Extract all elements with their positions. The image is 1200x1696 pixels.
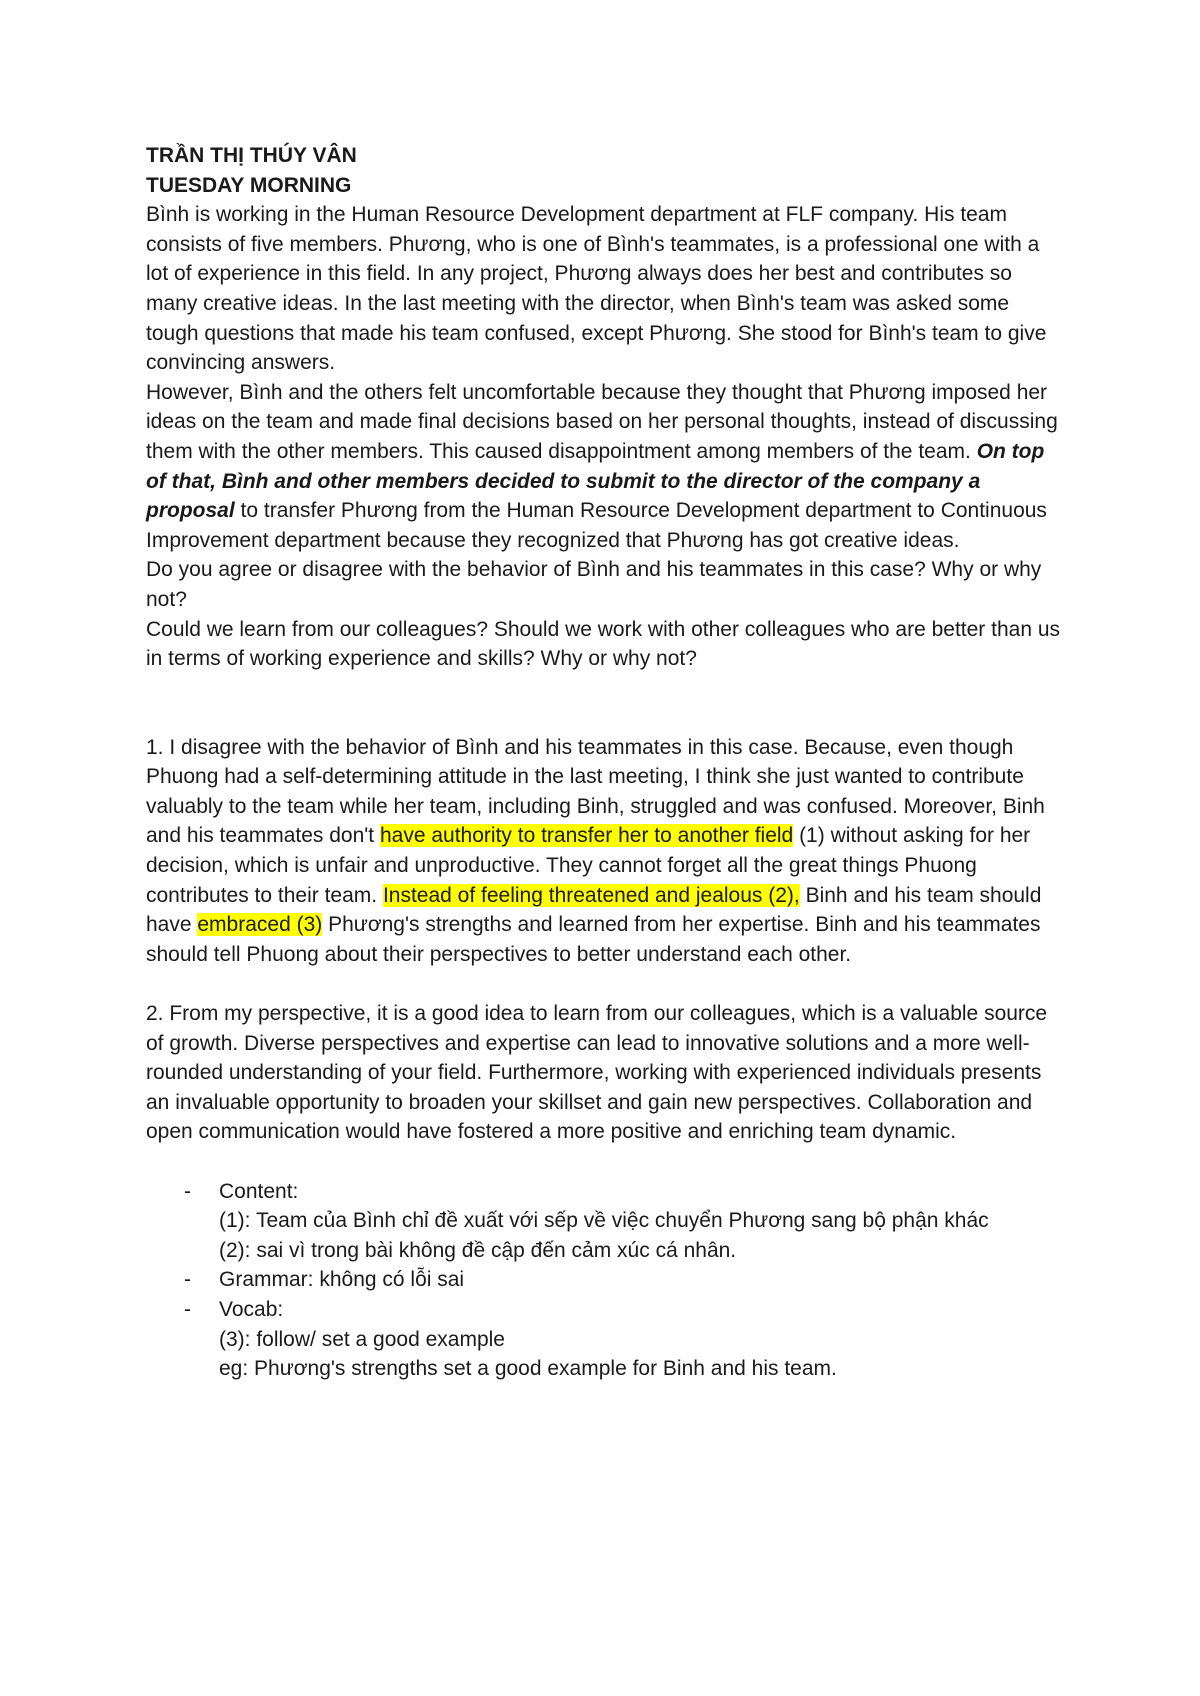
- feedback-vocab-note-1: (3): follow/ set a good example: [219, 1327, 505, 1351]
- feedback-vocab: [146, 1295, 1066, 1384]
- feedback-content-label: Content:: [219, 1179, 299, 1203]
- prompt-bold-italic-phrase: On top of that, Bình and other members decided to submit to the director of the company a proposal: [146, 439, 1045, 523]
- prompt-paragraph-2-text-a: However, Bình and the others felt uncomfortable because they thought that Phương imposed her ideas on the team and made final decisions based on her personal thoughts, instead of discussing them with the other members. This caused disappointment among members of the team.: [146, 380, 1058, 463]
- question-1: Do you agree or disagree with the behavior of Bình and his teammates in this case? Why or why not?: [146, 558, 1042, 611]
- answer-1-text-c: Binh and his team should have: [146, 883, 1042, 937]
- bullet-dash: -: [184, 1297, 191, 1321]
- document-body: [146, 141, 1066, 1384]
- bullet-dash: -: [184, 1268, 191, 1292]
- spacer: [146, 674, 1066, 733]
- answer-1-text-d: Phương's strengths and learned from her expertise. Binh and his teammates should tell Phuong about their perspectives to better understand each other.: [146, 913, 1041, 966]
- answer-1-paragraph: [146, 733, 1066, 970]
- feedback-content: [146, 1177, 1066, 1266]
- prompt-paragraph-1: Bình is working in the Human Resource Development department at FLF company. His team consists of five members. Phương, who is one of Bình's teammates, is a professional one with a lot of experience in this field. In any project, Phương always does her best and contributes so many creative ideas. In the last meeting with the director, when Bình's team was asked some tough questions that made his team confused, except Phương. She stood for Bình's team to give convincing answers.: [146, 203, 1047, 375]
- spacer: [146, 1147, 1066, 1177]
- feedback-list: [146, 1177, 1066, 1384]
- feedback-vocab-example: eg: Phương's strengths set a good example for Binh and his team.: [219, 1357, 837, 1381]
- prompt-paragraph-2: [146, 378, 1066, 556]
- session-title: TUESDAY MORNING: [146, 173, 352, 197]
- spacer: [146, 969, 1066, 999]
- feedback-grammar-text: Grammar: không có lỗi sai: [219, 1268, 465, 1292]
- highlight-2: Instead of feeling threatened and jealous (2),: [382, 883, 800, 907]
- highlight-3: embraced (3): [197, 913, 323, 937]
- prompt-paragraph-2-text-b: to transfer Phương from the Human Resource Development department to Continuous Improvement department because they recognized that Phương has got creative ideas.: [146, 499, 1047, 552]
- student-name: TRẦN THỊ THÚY VÂN: [146, 144, 357, 167]
- feedback-vocab-label: Vocab:: [219, 1297, 284, 1321]
- answer-1-text-b: (1) without asking for her decision, which is unfair and unproductive. They cannot forget all the great things Phuong contributes to their team.: [146, 824, 1031, 907]
- feedback-content-note-2: (2): sai vì trong bài không đề cập đến cảm xúc cá nhân.: [219, 1238, 737, 1262]
- highlight-1: have authority to transfer her to another field: [379, 824, 794, 848]
- answer-1-text-a: 1. I disagree with the behavior of Bình and his teammates in this case. Because, even though Phuong had a self-determining attitude in the last meeting, I think she just wanted to contribute valuably to the team while her team, including Binh, struggled and was confused. Moreover, Binh and his teammates don't: [146, 735, 1045, 848]
- question-2: Could we learn from our colleagues? Should we work with other colleagues who are better than us in terms of working experience and skills? Why or why not?: [146, 617, 1061, 671]
- bullet-dash: -: [184, 1179, 191, 1203]
- feedback-content-note-1: (1): Team của Bình chỉ đề xuất với sếp về việc chuyển Phương sang bộ phận khác: [219, 1209, 989, 1233]
- answer-2-paragraph: 2. From my perspective, it is a good idea to learn from our colleagues, which is a valuable source of growth. Diverse perspectives and expertise can lead to innovative solutions and a more well-rounded understanding of your field. Furthermore, working with experienced individuals presents an invaluable opportunity to broaden your skillset and gain new perspectives. Collaboration and open communication would have fostered a more positive and enriching team dynamic.: [146, 1002, 1048, 1144]
- feedback-grammar: [146, 1265, 1066, 1295]
